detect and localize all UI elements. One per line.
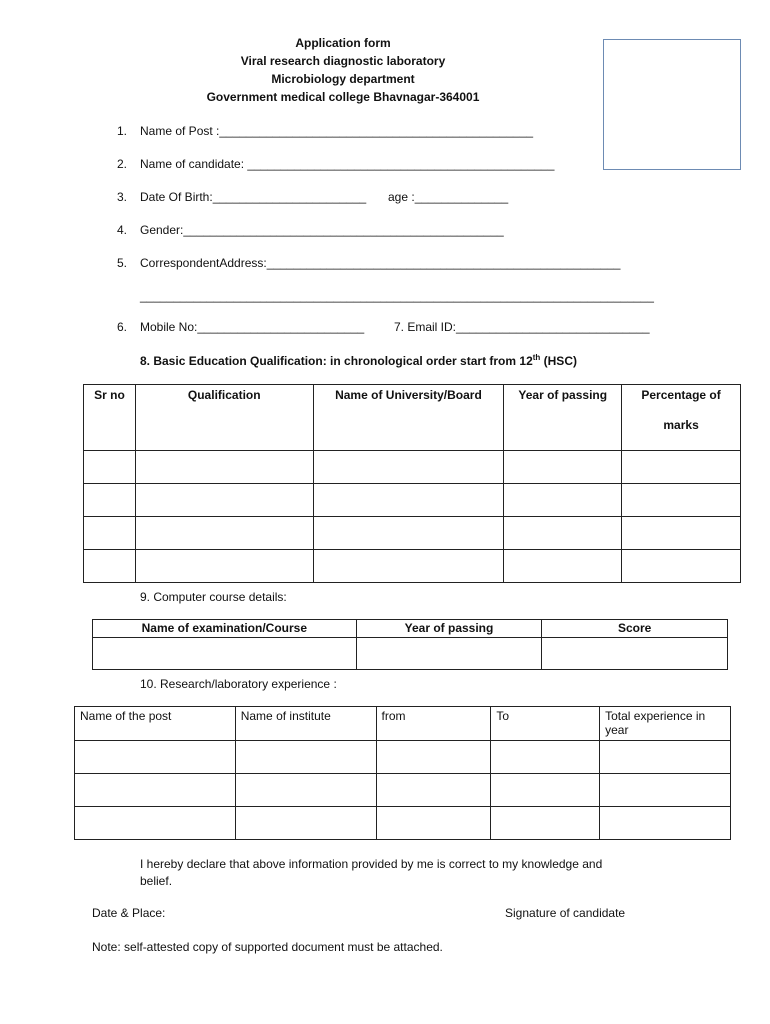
field-number: 3. <box>117 190 128 204</box>
col-to: To <box>491 707 600 741</box>
table-row <box>75 741 731 774</box>
table-row <box>84 550 741 583</box>
table-cell[interactable] <box>93 638 357 670</box>
experience-table <box>74 706 731 840</box>
table-cell[interactable] <box>75 741 236 774</box>
field-number: 4. <box>117 223 128 237</box>
table-cell[interactable] <box>356 638 542 670</box>
table-row <box>75 774 731 807</box>
col-sr-no: Sr no <box>84 385 136 451</box>
date-place-label: Date & Place: <box>92 906 166 920</box>
col-post-name: Name of the post <box>75 707 236 741</box>
col-exam-name: Name of examination/Course <box>93 620 357 638</box>
section-8-sup: th <box>532 353 541 362</box>
section-8-label <box>140 353 577 368</box>
table-cell[interactable] <box>235 774 376 807</box>
table-row <box>84 451 741 484</box>
computer-course-table <box>92 619 728 670</box>
col-from: from <box>376 707 491 741</box>
col-institute: Name of institute <box>235 707 376 741</box>
table-cell[interactable] <box>313 484 504 517</box>
col-score: Score <box>542 620 728 638</box>
signature-label: Signature of candidate <box>505 906 626 920</box>
declaration-line-1: I hereby declare that above information provided by me is correct to my knowledge and <box>140 857 603 871</box>
table-cell[interactable] <box>84 484 136 517</box>
table-cell[interactable] <box>622 484 741 517</box>
table-cell[interactable] <box>135 484 313 517</box>
section-10-label: 10. Research/laboratory experience : <box>140 677 337 691</box>
table-cell[interactable] <box>504 550 622 583</box>
table-cell[interactable] <box>491 741 600 774</box>
table-cell[interactable] <box>313 550 504 583</box>
table-cell[interactable] <box>376 774 491 807</box>
field-number: 5. <box>117 256 128 270</box>
table-cell[interactable] <box>135 550 313 583</box>
table-cell[interactable] <box>376 807 491 840</box>
table-cell[interactable] <box>75 774 236 807</box>
table-cell[interactable] <box>135 451 313 484</box>
email-field[interactable]: 7. Email ID:_____________________________ <box>394 320 650 334</box>
table-cell[interactable] <box>542 638 728 670</box>
note-text: Note: self-attested copy of supported document must be attached. <box>92 940 443 954</box>
table-cell[interactable] <box>135 517 313 550</box>
table-cell[interactable] <box>491 774 600 807</box>
form-title: Application form <box>295 36 391 50</box>
col-percentage <box>622 385 741 451</box>
col-total-exp-line1: Total experience in <box>605 709 706 723</box>
section-8-tail: (HSC) <box>540 354 577 368</box>
table-cell[interactable] <box>84 550 136 583</box>
col-university: Name of University/Board <box>313 385 504 451</box>
section-9-label: 9. Computer course details: <box>140 590 287 604</box>
col-year: Year of passing <box>504 385 622 451</box>
mobile-field[interactable]: Mobile No:_________________________ <box>140 320 365 334</box>
table-row <box>84 517 741 550</box>
field-number: 1. <box>117 124 128 138</box>
table-cell[interactable] <box>504 451 622 484</box>
table-cell[interactable] <box>600 807 731 840</box>
table-cell[interactable] <box>313 451 504 484</box>
table-row <box>93 638 728 670</box>
declaration-line-2: belief. <box>140 874 173 888</box>
table-cell[interactable] <box>600 741 731 774</box>
address-field[interactable]: CorrespondentAddress:_____________________________________________________ <box>140 256 621 270</box>
table-cell[interactable] <box>235 807 376 840</box>
table-cell[interactable] <box>504 517 622 550</box>
photo-box <box>603 39 741 170</box>
col-total-exp-line2: year <box>605 723 629 737</box>
table-cell[interactable] <box>504 484 622 517</box>
gender-field[interactable]: Gender:________________________________________________ <box>140 223 504 237</box>
table-cell[interactable] <box>376 741 491 774</box>
post-name-field[interactable]: Name of Post :_______________________________________________ <box>140 124 534 138</box>
field-number: 2. <box>117 157 128 171</box>
table-cell[interactable] <box>622 517 741 550</box>
lab-name: Viral research diagnostic laboratory <box>240 54 446 68</box>
college-name: Government medical college Bhavnagar-364001 <box>206 90 480 104</box>
table-cell[interactable] <box>235 741 376 774</box>
dob-field[interactable]: Date Of Birth:_______________________ <box>140 190 367 204</box>
table-cell[interactable] <box>622 550 741 583</box>
section-8-text: 8. Basic Education Qualification: in chronological order start from 12 <box>140 354 533 368</box>
table-row <box>84 484 741 517</box>
col-year-passing: Year of passing <box>356 620 542 638</box>
table-cell[interactable] <box>84 451 136 484</box>
address-line-2[interactable]: _____________________________________________________________________________ <box>140 289 654 303</box>
table-cell[interactable] <box>491 807 600 840</box>
col-percentage-line2: marks <box>663 418 699 432</box>
department-name: Microbiology department <box>271 72 415 86</box>
col-percentage-line1: Percentage of <box>641 388 721 402</box>
col-qualification: Qualification <box>135 385 313 451</box>
table-row <box>75 807 731 840</box>
candidate-name-field[interactable]: Name of candidate: ______________________________________________ <box>140 157 555 171</box>
table-cell[interactable] <box>622 451 741 484</box>
field-number: 6. <box>117 320 128 334</box>
age-field[interactable]: age :______________ <box>388 190 509 204</box>
table-cell[interactable] <box>313 517 504 550</box>
education-table <box>83 384 741 583</box>
col-total-exp <box>600 707 731 741</box>
table-cell[interactable] <box>600 774 731 807</box>
table-cell[interactable] <box>84 517 136 550</box>
table-cell[interactable] <box>75 807 236 840</box>
